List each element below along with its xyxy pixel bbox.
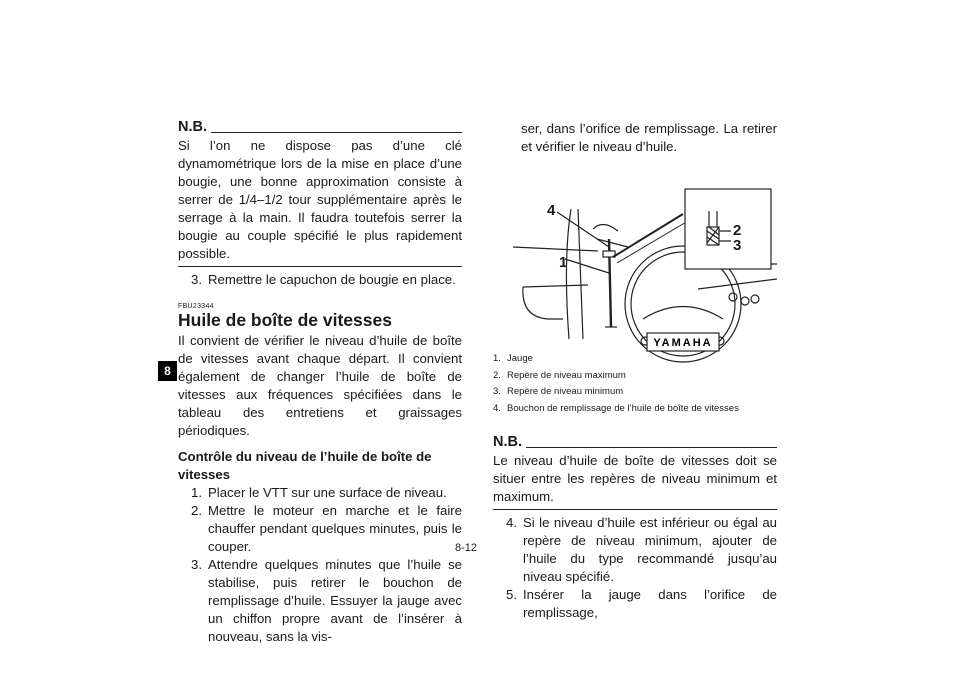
legend-text: Repère de niveau maximum <box>507 369 626 381</box>
nb-text: Le niveau d’huile de boîte de vitesses doit se situer entre les repères de niveau minimum et maximum. <box>493 452 777 504</box>
callout-1: 1 <box>559 254 568 272</box>
nb-rule <box>526 447 777 448</box>
step-text: Attendre quelques minutes que l’huile se stabilise, puis retirer le bouchon de remplissage d’huile. Essuyer la jauge avec un chiffon propre avant de l’insérer à nouveau, sans la vis- <box>208 556 462 644</box>
step-number: 4. <box>506 514 517 530</box>
legend-item <box>493 368 777 385</box>
brand-label: YAMAHA <box>653 337 713 350</box>
figure-legend <box>493 351 777 417</box>
intro-paragraph: Il convient de vérifier le niveau d’huile de boîte de vitesses avant chaque départ. Il convient également de changer l’huile de boîte de vitesses aux fréquences spécifiées dans le tableau des entretiens et graissages périodiques. <box>178 332 462 438</box>
callout-3: 3 <box>733 237 742 255</box>
legend-item <box>493 351 777 368</box>
legend-text: Bouchon de remplissage de l’huile de boîte de vitesses <box>507 402 739 414</box>
steps-list <box>493 514 777 622</box>
left-column <box>178 120 462 646</box>
step-number: 1. <box>191 484 202 500</box>
legend-number: 1. <box>493 353 501 365</box>
callout-2: 2 <box>733 222 742 240</box>
steps-list <box>178 484 462 646</box>
legend-text: Repère de niveau minimum <box>507 386 624 398</box>
subheading: Contrôle du niveau de l’huile de boîte de vitesses <box>178 448 432 482</box>
page-number: 8-12 <box>455 542 478 554</box>
legend-item <box>493 401 777 418</box>
legend-item <box>493 384 777 401</box>
step-text: Placer le VTT sur une surface de niveau. <box>208 484 447 500</box>
nb-label: N.B. <box>493 434 522 451</box>
callout-4: 4 <box>547 202 556 220</box>
step-text: Remettre le capuchon de bougie en place. <box>208 271 456 287</box>
legend-text: Jauge <box>507 353 533 365</box>
right-column <box>493 120 777 622</box>
step-text: Si le niveau d’huile est inférieur ou égal au repère de niveau minimum, ajouter de l’huile du type recommandé jusqu’au niveau spécifié. <box>523 514 777 584</box>
step-number: 2. <box>191 502 202 518</box>
list-item <box>178 484 462 502</box>
nb-end-rule <box>493 509 777 510</box>
chapter-tab: 8 <box>158 361 177 381</box>
list-item <box>178 502 462 556</box>
step-text: Mettre le moteur en marche et le faire chauffer pendant quelques minutes, puis le couper. <box>208 502 462 554</box>
legend-number: 4. <box>493 402 501 414</box>
nb-rule <box>211 132 462 133</box>
legend-number: 2. <box>493 369 501 381</box>
list-item <box>493 514 777 586</box>
nb-label: N.B. <box>178 119 207 135</box>
nb-end-rule <box>178 266 462 267</box>
list-item <box>178 556 462 646</box>
section-title: Huile de boîte de vitesses <box>178 309 392 330</box>
step-text: Insérer la jauge dans l’orifice de remplissage, <box>523 586 777 620</box>
engine-illustration <box>493 169 777 350</box>
reference-code: FBU23344 <box>178 302 214 310</box>
nb-text: Si l’on ne dispose pas d’une clé dynamométrique lors de la mise en place d’une bougie, une bonne approximation consiste à serrer de 1/4–1/2 tour supplémentaire après le serrage à la main. Il faudra toutefois serrer la bougie au couple spécifié le plus rapidement possible. <box>178 137 462 261</box>
step-number: 3. <box>191 271 202 287</box>
legend-number: 3. <box>493 386 501 398</box>
dipstick-figure <box>493 169 777 350</box>
nb-heading <box>493 435 777 450</box>
nb-heading <box>178 120 462 135</box>
continuation-text: ser, dans l’orifice de remplissage. La retirer et vérifier le niveau d’huile. <box>521 121 777 154</box>
list-item <box>178 271 462 289</box>
step-number: 5. <box>506 586 517 602</box>
step-number: 3. <box>191 556 202 572</box>
list-item <box>493 586 777 622</box>
